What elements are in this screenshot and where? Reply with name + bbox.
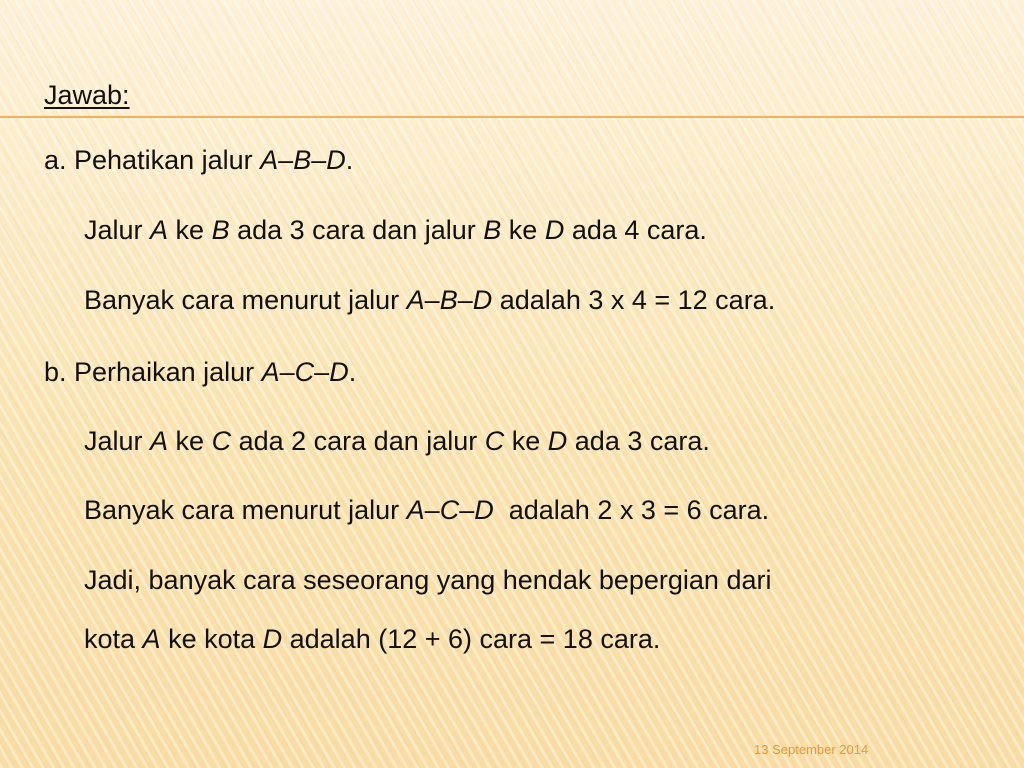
- text-run: .: [345, 145, 354, 175]
- variable-d: D: [544, 215, 565, 245]
- text-run: adalah (12 + 6) cara = 18 cara.: [282, 624, 661, 654]
- variable-d: D: [262, 624, 283, 654]
- variable-c: C: [294, 357, 315, 387]
- variable-a: A: [150, 426, 169, 456]
- dash: –: [278, 145, 294, 175]
- variable-a: A: [150, 215, 169, 245]
- dash: –: [457, 285, 473, 315]
- text-run: .: [348, 357, 357, 387]
- text-run: ke: [501, 215, 545, 245]
- text-run: Jalur: [84, 215, 151, 245]
- text-run: ke: [168, 215, 212, 245]
- text-run: Jalur: [84, 426, 151, 456]
- variable-c: C: [484, 426, 505, 456]
- text-run: a. Pehatikan jalur: [44, 145, 261, 175]
- text-run: kota: [84, 624, 143, 654]
- text-run: ada 4 cara.: [564, 215, 707, 245]
- variable-b: B: [439, 285, 458, 315]
- text-run: b. Perhaikan jalur: [44, 357, 262, 387]
- variable-d: D: [547, 426, 568, 456]
- text-run: Jadi, banyak cara seseorang yang hendak bepergian dari: [84, 565, 772, 595]
- text-run: ada 3 cara dan jalur: [229, 215, 484, 245]
- header-divider: [0, 116, 1024, 118]
- variable-d: D: [326, 145, 346, 175]
- dash: –: [424, 495, 440, 525]
- variable-a: A: [261, 357, 280, 387]
- dash: –: [311, 145, 327, 175]
- variable-a: A: [142, 624, 161, 654]
- dash: –: [459, 495, 475, 525]
- text-run: ke: [504, 426, 548, 456]
- variable-b: B: [483, 215, 502, 245]
- part-a-paths: [84, 213, 707, 247]
- part-b-paths: [84, 424, 710, 458]
- variable-a: A: [406, 495, 425, 525]
- variable-d: D: [474, 495, 494, 525]
- variable-b: B: [211, 215, 230, 245]
- conclusion-line-2: [84, 622, 660, 656]
- variable-a: A: [406, 285, 425, 315]
- dash: –: [314, 357, 330, 387]
- variable-a: A: [260, 145, 279, 175]
- part-b-intro: [44, 355, 356, 389]
- text-run: ke: [168, 426, 212, 456]
- text-run: adalah 3 x 4 = 12 cara.: [492, 285, 776, 315]
- text-run: ada 3 cara.: [567, 426, 710, 456]
- text-run: adalah 2 x 3 = 6 cara.: [493, 495, 770, 525]
- part-a-intro: [44, 143, 353, 177]
- text-run: ke kota: [160, 624, 263, 654]
- dash: –: [279, 357, 295, 387]
- text-run: Banyak cara menurut jalur: [84, 495, 407, 525]
- footer-date: 13 September 2014: [754, 742, 869, 757]
- part-a-result: [84, 283, 775, 317]
- variable-b: B: [293, 145, 312, 175]
- text-run: ada 2 cara dan jalur: [231, 426, 485, 456]
- text-run: Banyak cara menurut jalur: [84, 285, 407, 315]
- variable-d: D: [329, 357, 349, 387]
- part-b-result: [84, 493, 769, 527]
- answer-heading: Jawab:: [44, 80, 130, 110]
- dash: –: [424, 285, 440, 315]
- variable-c: C: [439, 495, 460, 525]
- variable-c: C: [211, 426, 232, 456]
- conclusion-line-1: [84, 563, 771, 597]
- variable-d: D: [472, 285, 493, 315]
